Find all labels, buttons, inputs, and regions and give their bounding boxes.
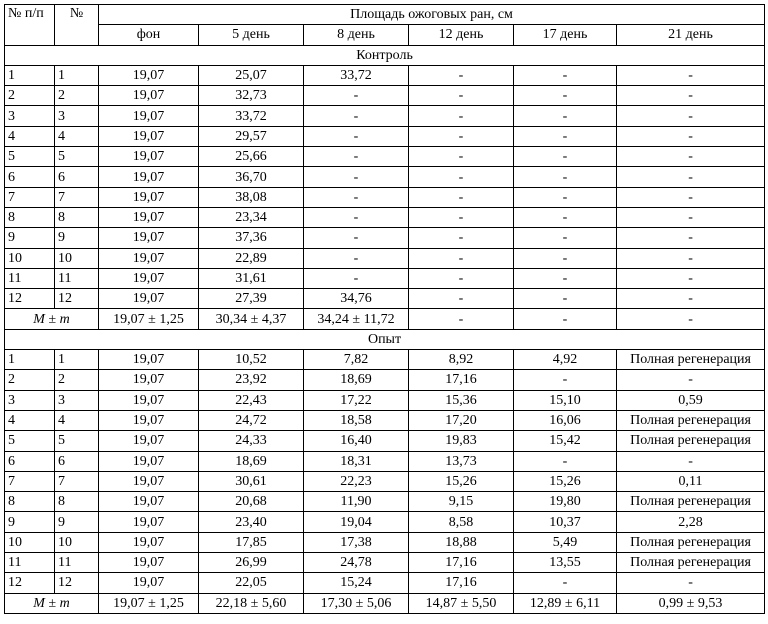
table-cell: Полная регенерация	[617, 492, 765, 512]
table-cell: 15,36	[409, 390, 514, 410]
table-cell: 19,07	[99, 573, 199, 593]
table-cell: 33,72	[199, 106, 304, 126]
table-cell: 19,07	[99, 553, 199, 573]
table-cell: -	[304, 147, 409, 167]
table-cell: -	[409, 187, 514, 207]
table-row	[5, 86, 765, 106]
table-cell: 7	[5, 471, 55, 491]
table-cell: 10	[55, 248, 99, 268]
table-cell: 24,72	[199, 410, 304, 430]
table-cell: 19,07	[99, 431, 199, 451]
table-row	[5, 65, 765, 85]
table-cell: 3	[5, 390, 55, 410]
table-cell: -	[514, 187, 617, 207]
table-cell: 10	[5, 248, 55, 268]
table-cell: -	[304, 207, 409, 227]
table-cell: 12	[55, 573, 99, 593]
table-cell: 12	[55, 289, 99, 309]
table-cell: -	[409, 207, 514, 227]
table-cell: Полная регенерация	[617, 553, 765, 573]
table-cell: 7	[55, 471, 99, 491]
table-row	[5, 167, 765, 187]
table-cell: -	[514, 248, 617, 268]
table-cell: -	[514, 65, 617, 85]
table-cell: 16,40	[304, 431, 409, 451]
table-cell: 22,23	[304, 471, 409, 491]
table-row	[5, 126, 765, 146]
table-cell: 7,82	[304, 350, 409, 370]
table-cell: -	[409, 65, 514, 85]
table-cell: 2	[5, 370, 55, 390]
mean-row-experiment	[5, 593, 765, 613]
table-cell: 11	[55, 268, 99, 288]
table-cell: -	[617, 268, 765, 288]
table-cell: -	[514, 147, 617, 167]
table-cell: 17,85	[199, 532, 304, 552]
table-cell: 19,07	[99, 390, 199, 410]
table-cell: 7	[55, 187, 99, 207]
col-header-day: 8 день	[304, 25, 409, 45]
table-row	[5, 187, 765, 207]
mean-value: 19,07 ± 1,25	[99, 309, 199, 329]
table-cell: 24,33	[199, 431, 304, 451]
table-cell: 19,07	[99, 268, 199, 288]
table-cell: 6	[55, 167, 99, 187]
table-row	[5, 410, 765, 430]
table-cell: 4,92	[514, 350, 617, 370]
table-cell: 37,36	[199, 228, 304, 248]
table-cell: 1	[55, 350, 99, 370]
table-cell: 19,07	[99, 532, 199, 552]
table-cell: -	[304, 228, 409, 248]
table-cell: 23,34	[199, 207, 304, 227]
table-cell: -	[514, 370, 617, 390]
table-cell: 0,59	[617, 390, 765, 410]
table-cell: 17,16	[409, 553, 514, 573]
table-cell: -	[617, 451, 765, 471]
table-cell: 32,73	[199, 86, 304, 106]
header-row-top	[5, 5, 765, 25]
table-cell: 10	[5, 532, 55, 552]
table-cell: 2	[55, 370, 99, 390]
table-cell: 36,70	[199, 167, 304, 187]
table-cell: -	[304, 187, 409, 207]
table-cell: 8,92	[409, 350, 514, 370]
table-cell: 29,57	[199, 126, 304, 146]
table-cell: 5,49	[514, 532, 617, 552]
table-cell: 18,69	[199, 451, 304, 471]
section-header-control	[5, 45, 765, 65]
table-cell: 3	[5, 106, 55, 126]
table-cell: 5	[5, 431, 55, 451]
table-cell: -	[304, 86, 409, 106]
table-cell: 15,26	[514, 471, 617, 491]
table-cell: 19,07	[99, 350, 199, 370]
table-cell: 11	[55, 553, 99, 573]
table-row	[5, 431, 765, 451]
table-cell: 10	[55, 532, 99, 552]
table-cell: 9	[5, 512, 55, 532]
table-row	[5, 228, 765, 248]
table-cell: 12	[5, 573, 55, 593]
table-cell: -	[617, 370, 765, 390]
table-cell: 9	[55, 228, 99, 248]
table-cell: 19,80	[514, 492, 617, 512]
table-cell: -	[617, 126, 765, 146]
table-cell: 31,61	[199, 268, 304, 288]
table-cell: 8	[5, 207, 55, 227]
col-group-title: Площадь ожоговых ран, см	[99, 5, 765, 25]
section-title: Опыт	[5, 329, 765, 349]
table-cell: 18,58	[304, 410, 409, 430]
table-cell: -	[514, 573, 617, 593]
table-cell: -	[409, 147, 514, 167]
mean-value: 12,89 ± 6,11	[514, 593, 617, 613]
table-cell: -	[514, 268, 617, 288]
table-cell: 22,05	[199, 573, 304, 593]
table-row	[5, 268, 765, 288]
table-cell: 19,07	[99, 86, 199, 106]
table-cell: -	[514, 126, 617, 146]
table-cell: -	[409, 228, 514, 248]
table-row	[5, 248, 765, 268]
table-row	[5, 553, 765, 573]
table-cell: -	[617, 167, 765, 187]
table-row	[5, 207, 765, 227]
col-header-day: 12 день	[409, 25, 514, 45]
table-cell: -	[514, 167, 617, 187]
table-row	[5, 573, 765, 593]
table-cell: 1	[5, 350, 55, 370]
table-row	[5, 451, 765, 471]
table-cell: 19,07	[99, 451, 199, 471]
table-cell: Полная регенерация	[617, 350, 765, 370]
table-cell: 5	[5, 147, 55, 167]
table-cell: 11	[5, 553, 55, 573]
mean-value: 0,99 ± 9,53	[617, 593, 765, 613]
table-cell: 18,31	[304, 451, 409, 471]
table-cell: 1	[5, 65, 55, 85]
table-cell: 19,07	[99, 65, 199, 85]
table-row	[5, 532, 765, 552]
table-cell: -	[617, 248, 765, 268]
table-cell: 5	[55, 431, 99, 451]
table-row	[5, 350, 765, 370]
section-title: Контроль	[5, 45, 765, 65]
table-cell: -	[617, 147, 765, 167]
table-cell: 17,16	[409, 573, 514, 593]
table-cell: -	[514, 228, 617, 248]
table-cell: 33,72	[304, 65, 409, 85]
table-cell: -	[409, 289, 514, 309]
table-row	[5, 390, 765, 410]
table-cell: 18,88	[409, 532, 514, 552]
table-cell: -	[409, 248, 514, 268]
table-cell: 19,07	[99, 228, 199, 248]
table-body	[5, 45, 765, 613]
table-cell: 11,90	[304, 492, 409, 512]
table-cell: 30,61	[199, 471, 304, 491]
table-cell: 10,37	[514, 512, 617, 532]
table-cell: 34,76	[304, 289, 409, 309]
table-cell: -	[617, 65, 765, 85]
table-cell: -	[617, 86, 765, 106]
table-cell: 25,07	[199, 65, 304, 85]
table-cell: 19,04	[304, 512, 409, 532]
table-cell: 17,22	[304, 390, 409, 410]
table-cell: 19,07	[99, 106, 199, 126]
burn-wound-area-table	[4, 4, 765, 614]
table-cell: 8	[5, 492, 55, 512]
table-cell: 23,40	[199, 512, 304, 532]
table-row	[5, 471, 765, 491]
table-cell: -	[617, 573, 765, 593]
table-cell: 19,07	[99, 370, 199, 390]
col-header-no: №	[55, 5, 99, 46]
table-cell: 1	[55, 65, 99, 85]
col-header-day: 21 день	[617, 25, 765, 45]
table-cell: -	[409, 126, 514, 146]
table-cell: 8	[55, 492, 99, 512]
table-cell: Полная регенерация	[617, 532, 765, 552]
section-header-experiment	[5, 329, 765, 349]
table-cell: -	[617, 106, 765, 126]
table-cell: 6	[55, 451, 99, 471]
table-cell: 38,08	[199, 187, 304, 207]
table-cell: 19,07	[99, 207, 199, 227]
col-header-day: 17 день	[514, 25, 617, 45]
table-cell: 8,58	[409, 512, 514, 532]
mean-row-control	[5, 309, 765, 329]
table-cell: 3	[55, 390, 99, 410]
table-cell: 15,10	[514, 390, 617, 410]
table-cell: 24,78	[304, 553, 409, 573]
table-cell: 3	[55, 106, 99, 126]
table-cell: -	[514, 289, 617, 309]
table-cell: 12	[5, 289, 55, 309]
table-cell: -	[409, 86, 514, 106]
table-cell: 2	[55, 86, 99, 106]
table-cell: 16,06	[514, 410, 617, 430]
header-row-days	[5, 25, 765, 45]
table-cell: 17,20	[409, 410, 514, 430]
table-cell: 20,68	[199, 492, 304, 512]
mean-value: -	[617, 309, 765, 329]
mean-value: 14,87 ± 5,50	[409, 593, 514, 613]
table-cell: 5	[55, 147, 99, 167]
mean-value: 34,24 ± 11,72	[304, 309, 409, 329]
table-cell: 13,73	[409, 451, 514, 471]
table-cell: 4	[55, 410, 99, 430]
table-cell: 9,15	[409, 492, 514, 512]
table-cell: 2	[5, 86, 55, 106]
table-cell: 15,42	[514, 431, 617, 451]
table-cell: 19,07	[99, 167, 199, 187]
table-cell: 27,39	[199, 289, 304, 309]
table-cell: -	[514, 86, 617, 106]
table-cell: -	[617, 289, 765, 309]
table-cell: 9	[5, 228, 55, 248]
col-header-day: 5 день	[199, 25, 304, 45]
table-cell: 4	[5, 126, 55, 146]
table-cell: -	[304, 268, 409, 288]
table-cell: -	[304, 248, 409, 268]
table-cell: 15,24	[304, 573, 409, 593]
table-cell: 17,38	[304, 532, 409, 552]
table-cell: Полная регенерация	[617, 410, 765, 430]
table-cell: 4	[55, 126, 99, 146]
table-cell: 26,99	[199, 553, 304, 573]
table-cell: 0,11	[617, 471, 765, 491]
table-cell: 11	[5, 268, 55, 288]
table-row	[5, 106, 765, 126]
table-cell: 19,07	[99, 289, 199, 309]
table-row	[5, 492, 765, 512]
table-row	[5, 147, 765, 167]
table-cell: -	[617, 207, 765, 227]
table-cell: -	[514, 451, 617, 471]
table-cell: 19,07	[99, 410, 199, 430]
table-cell: 23,92	[199, 370, 304, 390]
mean-label: M ± m	[5, 593, 99, 613]
table-cell: 9	[55, 512, 99, 532]
mean-label: M ± m	[5, 309, 99, 329]
mean-value: 30,34 ± 4,37	[199, 309, 304, 329]
table-cell: 22,43	[199, 390, 304, 410]
mean-value: 17,30 ± 5,06	[304, 593, 409, 613]
mean-value: 22,18 ± 5,60	[199, 593, 304, 613]
table-cell: 19,07	[99, 471, 199, 491]
table-cell: 19,07	[99, 126, 199, 146]
table-cell: -	[514, 106, 617, 126]
table-cell: 2,28	[617, 512, 765, 532]
table-row	[5, 512, 765, 532]
mean-value: -	[409, 309, 514, 329]
table-cell: 22,89	[199, 248, 304, 268]
table-cell: -	[409, 268, 514, 288]
table-cell: 13,55	[514, 553, 617, 573]
table-cell: 7	[5, 187, 55, 207]
table-cell: 18,69	[304, 370, 409, 390]
table-cell: 6	[5, 167, 55, 187]
table-cell: Полная регенерация	[617, 431, 765, 451]
table-cell: 25,66	[199, 147, 304, 167]
table-cell: -	[304, 106, 409, 126]
table-cell: 15,26	[409, 471, 514, 491]
table-row	[5, 370, 765, 390]
table-cell: 6	[5, 451, 55, 471]
table-cell: 19,07	[99, 512, 199, 532]
table-cell: 17,16	[409, 370, 514, 390]
table-cell: 19,07	[99, 492, 199, 512]
table-row	[5, 289, 765, 309]
col-header-num: № п/п	[5, 5, 55, 46]
mean-value: -	[514, 309, 617, 329]
table-cell: -	[409, 167, 514, 187]
mean-value: 19,07 ± 1,25	[99, 593, 199, 613]
table-cell: 10,52	[199, 350, 304, 370]
col-header-day: фон	[99, 25, 199, 45]
table-cell: -	[409, 106, 514, 126]
table-cell: -	[304, 167, 409, 187]
table-cell: -	[617, 228, 765, 248]
table-cell: 19,07	[99, 147, 199, 167]
table-cell: 8	[55, 207, 99, 227]
table-cell: 19,07	[99, 187, 199, 207]
table-cell: 19,07	[99, 248, 199, 268]
table-cell: -	[304, 126, 409, 146]
table-cell: 19,83	[409, 431, 514, 451]
table-cell: -	[617, 187, 765, 207]
table-cell: 4	[5, 410, 55, 430]
table-cell: -	[514, 207, 617, 227]
